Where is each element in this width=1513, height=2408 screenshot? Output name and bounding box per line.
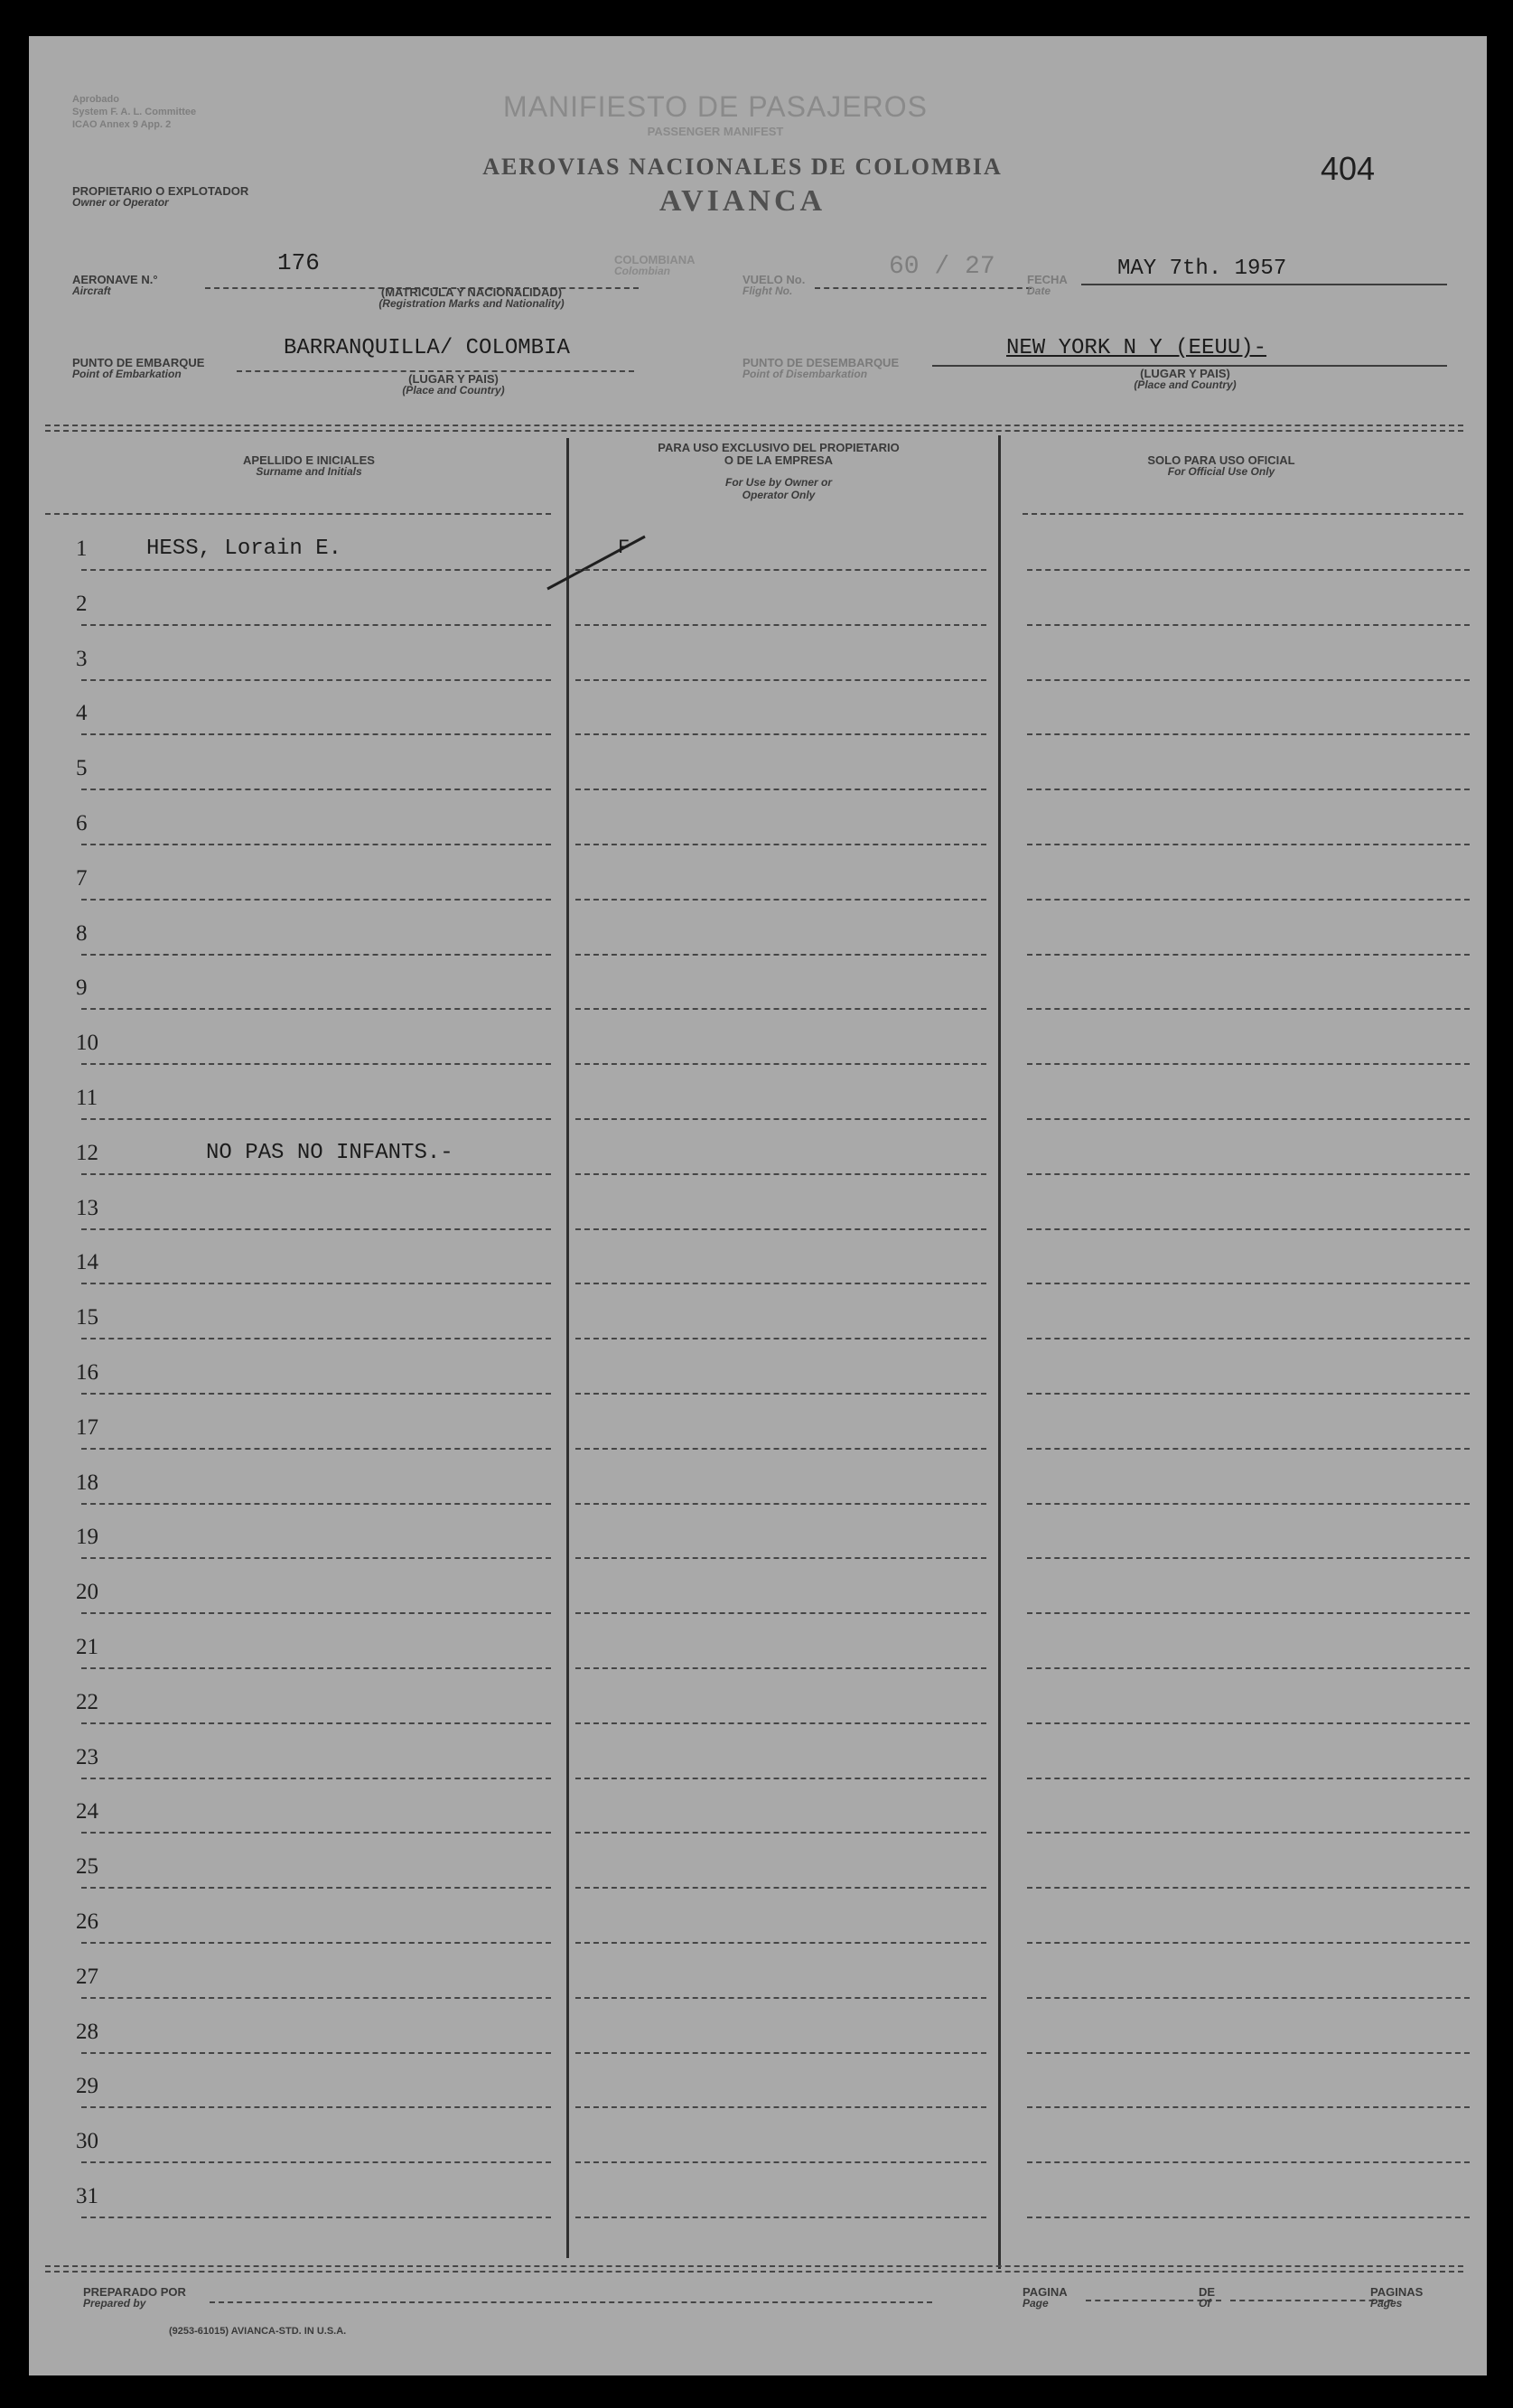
row-number: 19 [76, 1525, 98, 1549]
registration-label-en: (Registration Marks and Nationality) [378, 297, 565, 310]
place-label-en: (Place and Country) [402, 384, 505, 397]
row-number: 8 [76, 921, 88, 946]
row-number: 27 [76, 1965, 98, 1989]
aircraft-label-en: Aircraft [72, 285, 111, 297]
passenger-name: HESS, Lorain E. [146, 537, 342, 561]
column-divider-left [566, 438, 569, 2258]
row-number: 1 [76, 537, 88, 561]
disembark-label: PUNTO DE DESEMBARQUE [742, 356, 900, 369]
date-label: FECHA [1027, 273, 1068, 286]
place2-label: (LUGAR Y PAIS) [1140, 367, 1230, 380]
flight-label: VUELO No. [742, 273, 806, 286]
row-number: 30 [76, 2129, 98, 2153]
aircraft-label: AERONAVE N.° [72, 273, 158, 286]
disembark-value: NEW YORK N Y (EEUU)- [1006, 336, 1267, 360]
row-number: 17 [76, 1415, 98, 1440]
row-number: 21 [76, 1635, 98, 1659]
date-label-en: Date [1027, 285, 1051, 297]
airline-line: AEROVIAS NACIONALES DE COLOMBIA [482, 154, 1003, 180]
form-title-en: PASSENGER MANIFEST [647, 125, 784, 138]
approval-line-1: Aprobado [72, 94, 119, 105]
diagonal-check-mark [544, 531, 652, 594]
owner-column-header-en-2: Operator Only [742, 489, 816, 501]
row-number: 22 [76, 1690, 98, 1714]
owner-label: PROPIETARIO O EXPLOTADOR [72, 184, 249, 198]
row-number: 7 [76, 866, 88, 891]
row-number: 3 [76, 647, 88, 671]
row-number: 12 [76, 1141, 98, 1165]
row-number: 5 [76, 756, 88, 780]
registration-label: (MATRICULA Y NACIONALIDAD) [380, 285, 563, 299]
column-divider-right [998, 435, 1001, 2269]
official-column-header: SOLO PARA USO OFICIAL [1147, 453, 1295, 467]
aircraft-value: 176 [277, 249, 320, 276]
of-label-en: Of [1199, 2297, 1211, 2310]
row-number: 13 [76, 1196, 98, 1220]
row-number: 2 [76, 592, 88, 616]
name-column-header-en: Surname and Initials [256, 465, 362, 478]
page-label: PAGINA [1023, 2285, 1068, 2299]
flight-value: 60 / 27 [889, 253, 995, 281]
prepared-label-en: Prepared by [83, 2297, 146, 2310]
row-number: 18 [76, 1470, 98, 1495]
row-number: 11 [76, 1086, 98, 1110]
page-label-en: Page [1023, 2297, 1049, 2310]
page-stamp: 404 [1321, 150, 1376, 187]
row-number: 16 [76, 1360, 98, 1385]
row-number: 28 [76, 2020, 98, 2044]
passenger-name: NO PAS NO INFANTS.- [206, 1141, 453, 1165]
row-number: 20 [76, 1580, 98, 1604]
row-number: 9 [76, 975, 88, 1000]
owner-label-en: Owner or Operator [72, 196, 169, 209]
row-number: 4 [76, 701, 88, 725]
of-label: DE [1199, 2285, 1216, 2299]
embark-label-en: Point of Embarkation [72, 368, 182, 380]
row-number: 14 [76, 1250, 98, 1274]
approval-line-3: ICAO Annex 9 App. 2 [72, 119, 172, 130]
prepared-label: PREPARADO POR [83, 2285, 186, 2299]
owner-column-header-en-1: For Use by Owner or [724, 476, 833, 489]
manifest-sheet [29, 36, 1487, 2375]
owner-use-value: F [618, 537, 630, 559]
approval-line-2: System F. A. L. Committee [72, 107, 197, 117]
row-number: 31 [76, 2184, 98, 2208]
colombiana-label: COLOMBIANA [614, 253, 696, 266]
row-number: 29 [76, 2074, 98, 2098]
owner-column-header-1: PARA USO EXCLUSIVO DEL PROPIETARIO [658, 441, 900, 454]
row-number: 10 [76, 1031, 98, 1055]
flight-label-en: Flight No. [742, 285, 793, 297]
official-column-header-en: For Official Use Only [1167, 465, 1275, 478]
printer-imprint: (9253-61015) AVIANCA-STD. IN U.S.A. [169, 2326, 347, 2337]
disembark-label-en: Point of Disembarkation [742, 368, 868, 380]
owner-column-header-2: O DE LA EMPRESA [724, 453, 834, 467]
embark-label: PUNTO DE EMBARQUE [72, 356, 205, 369]
airline-name: AVIANCA [658, 184, 827, 218]
pages-label-en: Pages [1370, 2297, 1403, 2310]
embark-value: BARRANQUILLA/ COLOMBIA [284, 336, 570, 360]
form-title: MANIFIESTO DE PASAJEROS [503, 90, 928, 123]
row-number: 24 [76, 1799, 98, 1824]
place-label: (LUGAR Y PAIS) [408, 372, 499, 386]
place2-label-en: (Place and Country) [1134, 378, 1237, 391]
row-number: 25 [76, 1854, 98, 1879]
row-number: 26 [76, 1909, 98, 1934]
row-number: 23 [76, 1745, 98, 1769]
colombiana-sub: Colombian [614, 265, 670, 277]
date-value: MAY 7th. 1957 [1117, 257, 1287, 281]
name-column-header: APELLIDO E INICIALES [243, 453, 375, 467]
row-number: 6 [76, 811, 88, 835]
pages-label: PAGINAS [1370, 2285, 1424, 2299]
row-number: 15 [76, 1305, 98, 1330]
